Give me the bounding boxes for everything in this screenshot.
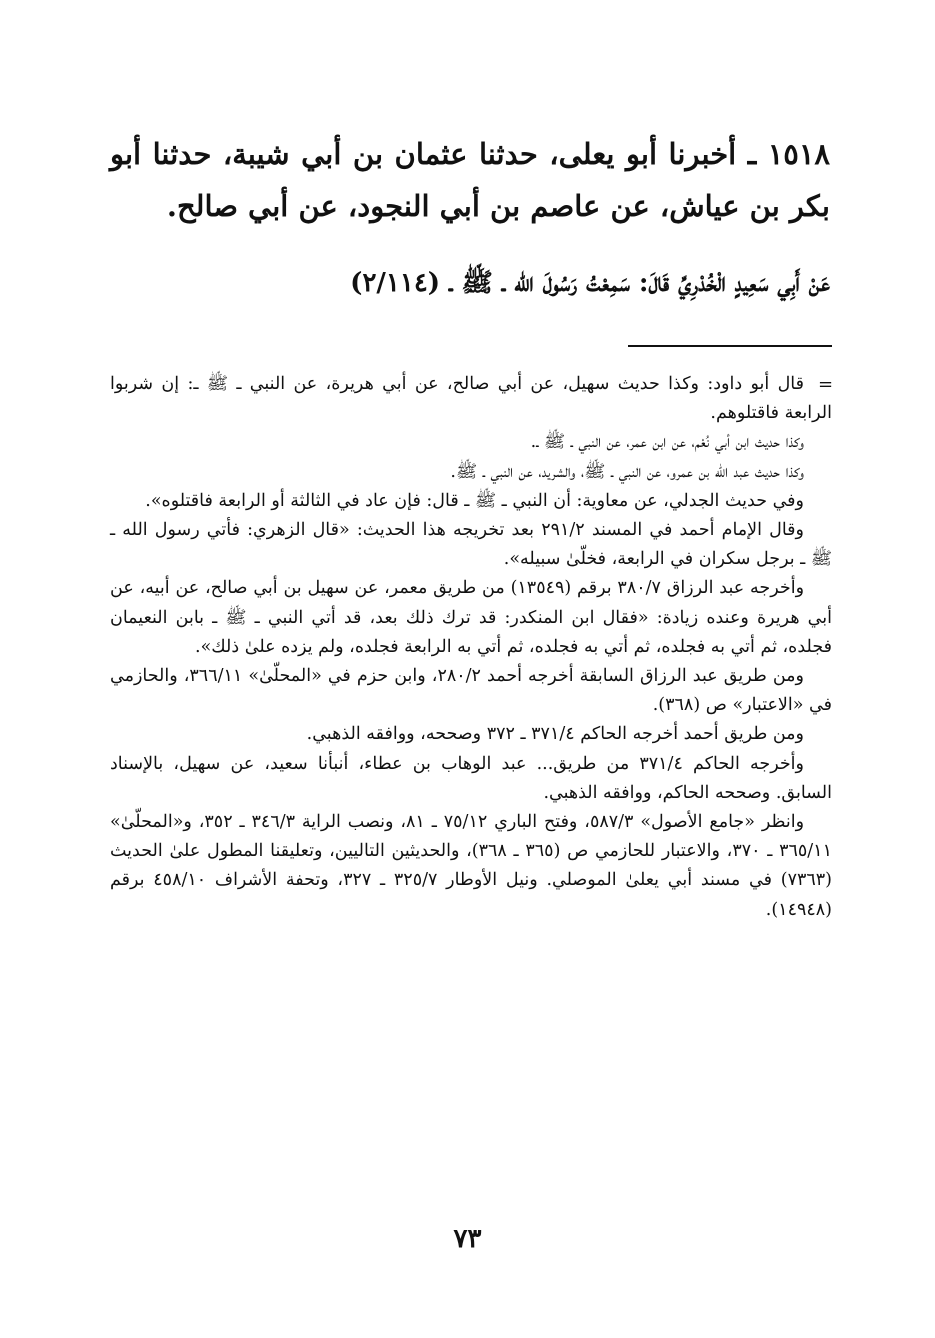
footnote-paragraph: وأخرجه عبد الرزاق ٣٨٠/٧ برقم (١٣٥٤٩) من طريق معمر، عن سهيل بن أبي صالح، عن أبيه، عن أبي هريرة وعنده زيادة: «فقال ابن المنكدر: قد ترك ذلك بعد، قد أتي النبي ـ ﷺ ـ بابن النعيمان فجلده، ثم أتي به فجلده، ثم أتي به فجلده، ثم أتي به الرابعة فجلده، ولم يزده علىٰ ذلك». bbox=[110, 578, 832, 657]
footnote-paragraph: قال أبو داود: وكذا حديث سهيل، عن أبي صالح، عن أبي هريرة، عن النبي ـ ﷺ ـ: إن شربوا الرابعة فاقتلوهم. bbox=[110, 374, 832, 424]
footnote-paragraph: وفي حديث الجدلي، عن معاوية: أن النبي ـ ﷺ ـ قال: فإن عاد في الثالثة أو الرابعة فاقتلوه». bbox=[145, 490, 804, 511]
footnote-paragraph: وانظر «جامع الأصول» ٥٨٧/٣، وفتح الباري ٧٥/١٢ ـ ٨١، ونصب الراية ٣٤٦/٣ ـ ٣٥٢، و«المحلّىٰ» ٣٦٥/١١ ـ ٣٧٠، والاعتبار للحازمي ص (٣٦٥ ـ ٣٦٨)، والحديثين التاليين، وتعليقنا المطول علىٰ الحديث (٧٣٦٣) في مسند أبي يعلىٰ الموصلي. ونيل الأوطار ٣٢٥/٧ ـ ٣٢٧، وتحفة الأشراف ٤٥٨/١٠ برقم (١٤٩٤٨). bbox=[110, 812, 832, 920]
footnote-block bbox=[110, 370, 832, 925]
footnote-paragraph: وكذا حديث عبد الله بن عمرو، عن النبي ـ ﷺ، والشريد، عن النبي ـ ﷺ. bbox=[450, 461, 804, 482]
hadith-main-text bbox=[110, 128, 830, 232]
footnote-paragraph: ومن طريق أحمد أخرجه الحاكم ٣٧١/٤ ـ ٣٧٢ وصححه، ووافقه الذهبي. bbox=[306, 724, 804, 745]
hadith-quote-line: عَنْ أَبِي سَعِيدٍ الْخُدْرِيِّ قَالَ: سَمِعْتُ رَسُولَ الله ـ ﷺ ـ (٢/١١٤) bbox=[350, 268, 830, 298]
hadith-isnad: ١٥١٨ ـ أخبرنا أبو يعلى، حدثنا عثمان بن أبي شيبة، حدثنا أبو بكر بن عياش، عن عاصم بن أبي النجود، عن أبي صالح. bbox=[110, 137, 830, 223]
page-number: ٧٣ bbox=[453, 1224, 482, 1254]
footnote-paragraph: وأخرجه الحاكم ٣٧١/٤ من طريق... عبد الوهاب بن عطاء، أنبأنا سعيد، عن سهيل، بالإسناد السابق. وصححه الحاكم، ووافقه الذهبي. bbox=[110, 753, 832, 803]
footnote-separator bbox=[628, 345, 832, 347]
footnote-paragraph: ومن طريق عبد الرزاق السابقة أخرجه أحمد ٢٨٠/٢، وابن حزم في «المحلّىٰ» ٣٦٦/١١، والحازمي في «الاعتبار» ص (٣٦٨). bbox=[110, 666, 832, 716]
footnote-paragraph: وقال الإمام أحمد في المسند ٢٩١/٢ بعد تخريجه هذا الحديث: «قال الزهري: فأتي رسول الله ـ ﷺ ـ برجل سكران في الرابعة، فخلّىٰ سبيله». bbox=[110, 520, 832, 570]
footnote-continuation-mark: = bbox=[818, 374, 834, 395]
footnote-paragraph: وكذا حديث ابن أبي نُعْم، عن ابن عمر، عن النبي ـ ﷺ ـ. bbox=[530, 432, 804, 453]
